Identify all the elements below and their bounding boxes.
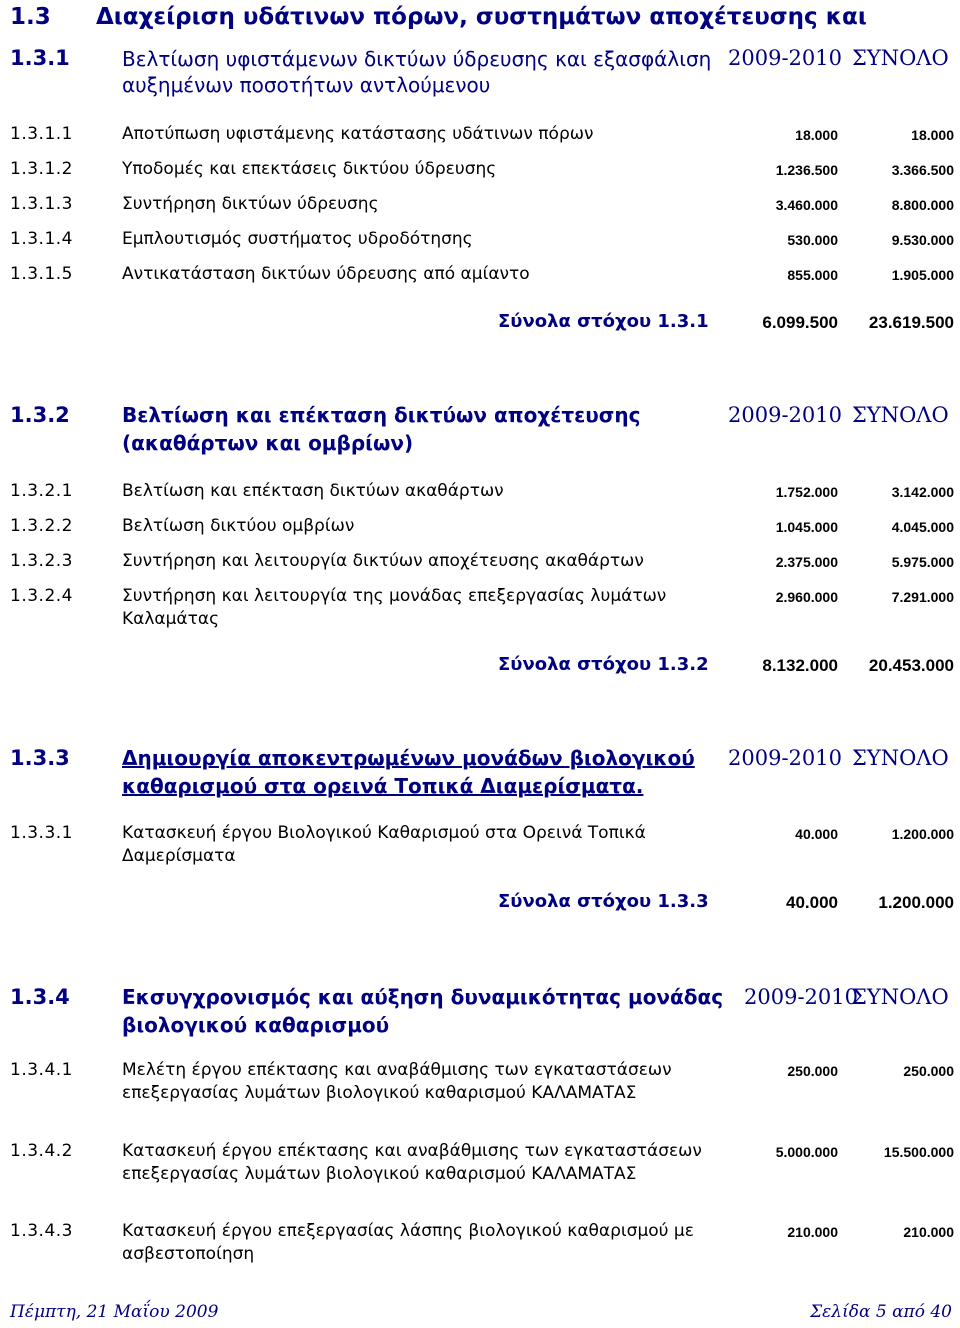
item-total-amount: 250.000	[903, 1063, 954, 1079]
item-year-amount: 2.375.000	[775, 554, 838, 570]
item-code: 1.3.2.2	[10, 516, 73, 536]
item-description: Αντικατάσταση δικτύων ύδρευσης από αμίαντο	[122, 264, 530, 284]
item-total-amount: 15.500.000	[883, 1144, 954, 1160]
column-total-header: ΣΥΝΟΛΟ	[852, 985, 949, 1009]
item-total-amount: 18.000	[911, 127, 954, 143]
footer-date: Πέμπτη, 21 Μαΐου 2009	[10, 1302, 219, 1322]
section-title: Εκσυγχρονισμός και αύξηση δυναμικότητας μονάδας βιολογικού καθαρισμού	[122, 985, 724, 1037]
item-year-amount: 250.000	[787, 1063, 838, 1079]
column-year-header: 2009-2010	[728, 403, 842, 427]
footer-page-number: Σελίδα 5 από 40	[810, 1302, 952, 1322]
section-code: 1.3.4	[10, 985, 70, 1009]
column-year-header: 2009-2010	[728, 46, 842, 70]
item-code: 1.3.1.4	[10, 229, 73, 249]
item-description: Κατασκευή έργου Βιολογικού Καθαρισμού στα Ορεινά Τοπικά Δαμερίσματα	[122, 823, 646, 866]
item-total-amount: 210.000	[903, 1224, 954, 1240]
section-total-label: Σύνολα στόχου 1.3.3	[498, 891, 709, 912]
section-total-year: 6.099.500	[762, 313, 838, 332]
item-code: 1.3.1.3	[10, 194, 73, 214]
section-code: 1.3.2	[10, 403, 70, 427]
item-code: 1.3.2.1	[10, 481, 73, 501]
section-title: Δημιουργία αποκεντρωμένων μονάδων βιολογικού καθαρισμού στα ορεινά Τοπικά Διαμερίσματα.	[122, 746, 695, 798]
section-total-total: 23.619.500	[868, 313, 954, 332]
section-total-total: 1.200.000	[878, 893, 954, 912]
column-total-header: ΣΥΝΟΛΟ	[852, 746, 949, 770]
item-description: Εμπλουτισμός συστήματος υδροδότησης	[122, 229, 473, 249]
item-total-amount: 8.800.000	[891, 197, 954, 213]
heading-code: 1.3	[10, 4, 51, 30]
item-code: 1.3.1.1	[10, 124, 73, 144]
item-year-amount: 40.000	[795, 826, 838, 842]
item-year-amount: 1.236.500	[775, 162, 838, 178]
section-title: Βελτίωση και επέκταση δικτύων αποχέτευσης (ακαθάρτων και ομβρίων)	[122, 403, 641, 455]
item-year-amount: 855.000	[787, 267, 838, 283]
item-year-amount: 1.752.000	[775, 484, 838, 500]
section-total-year: 40.000	[786, 893, 838, 912]
item-total-amount: 5.975.000	[891, 554, 954, 570]
column-total-header: ΣΥΝΟΛΟ	[852, 403, 949, 427]
column-year-header: 2009-2010	[744, 985, 858, 1009]
item-code: 1.3.4.3	[10, 1221, 73, 1241]
item-code: 1.3.2.3	[10, 551, 73, 571]
item-total-amount: 4.045.000	[891, 519, 954, 535]
item-year-amount: 3.460.000	[775, 197, 838, 213]
item-year-amount: 2.960.000	[775, 589, 838, 605]
item-year-amount: 5.000.000	[775, 1144, 838, 1160]
section-total-year: 8.132.000	[762, 656, 838, 675]
item-year-amount: 530.000	[787, 232, 838, 248]
item-code: 1.3.4.2	[10, 1141, 73, 1161]
section-code: 1.3.3	[10, 746, 70, 770]
item-code: 1.3.2.4	[10, 586, 73, 606]
item-description: Συντήρηση και λειτουργία της μονάδας επεξεργασίας λυμάτων Καλαμάτας	[122, 586, 667, 629]
item-total-amount: 3.366.500	[891, 162, 954, 178]
item-code: 1.3.3.1	[10, 823, 73, 843]
column-year-header: 2009-2010	[728, 746, 842, 770]
item-description: Συντήρηση και λειτουργία δικτύων αποχέτευσης ακαθάρτων	[122, 551, 644, 571]
item-total-amount: 3.142.000	[891, 484, 954, 500]
item-description: Κατασκευή έργου επεξεργασίας λάσπης βιολογικού καθαρισμού με ασβεστοποίηση	[122, 1221, 694, 1264]
item-description: Βελτίωση και επέκταση δικτύων ακαθάρτων	[122, 481, 504, 501]
section-code: 1.3.1	[10, 46, 70, 70]
item-total-amount: 1.200.000	[891, 826, 954, 842]
item-total-amount: 1.905.000	[891, 267, 954, 283]
item-total-amount: 7.291.000	[891, 589, 954, 605]
item-description: Κατασκευή έργου επέκτασης και αναβάθμισης των εγκαταστάσεων επεξεργασίας λυμάτων βιολογικού καθαρισμού ΚΑΛΑΜΑΤΑΣ	[122, 1141, 702, 1184]
section-total-label: Σύνολα στόχου 1.3.1	[498, 311, 709, 332]
item-total-amount: 9.530.000	[891, 232, 954, 248]
column-total-header: ΣΥΝΟΛΟ	[852, 46, 949, 70]
item-description: Μελέτη έργου επέκτασης και αναβάθμισης των εγκαταστάσεων επεξεργασίας λυμάτων βιολογικού καθαρισμού ΚΑΛΑΜΑΤΑΣ	[122, 1060, 672, 1103]
section-total-label: Σύνολα στόχου 1.3.2	[498, 654, 709, 675]
item-code: 1.3.1.2	[10, 159, 73, 179]
heading-title: Διαχείριση υδάτινων πόρων, συστημάτων αποχέτευσης και	[96, 4, 867, 30]
item-code: 1.3.1.5	[10, 264, 73, 284]
item-year-amount: 210.000	[787, 1224, 838, 1240]
item-year-amount: 18.000	[795, 127, 838, 143]
item-description: Αποτύπωση υφιστάμενης κατάστασης υδάτινων πόρων	[122, 124, 594, 144]
item-year-amount: 1.045.000	[775, 519, 838, 535]
item-description: Συντήρηση δικτύων ύδρευσης	[122, 194, 379, 214]
item-code: 1.3.4.1	[10, 1060, 73, 1080]
section-title: Βελτίωση υφιστάμενων δικτύων ύδρευσης και εξασφάλιση αυξημένων ποσοτήτων αντλούμενου	[122, 47, 712, 97]
item-description: Βελτίωση δικτύου ομβρίων	[122, 516, 355, 536]
section-total-total: 20.453.000	[868, 656, 954, 675]
item-description: Υποδομές και επεκτάσεις δικτύου ύδρευσης	[122, 159, 497, 179]
